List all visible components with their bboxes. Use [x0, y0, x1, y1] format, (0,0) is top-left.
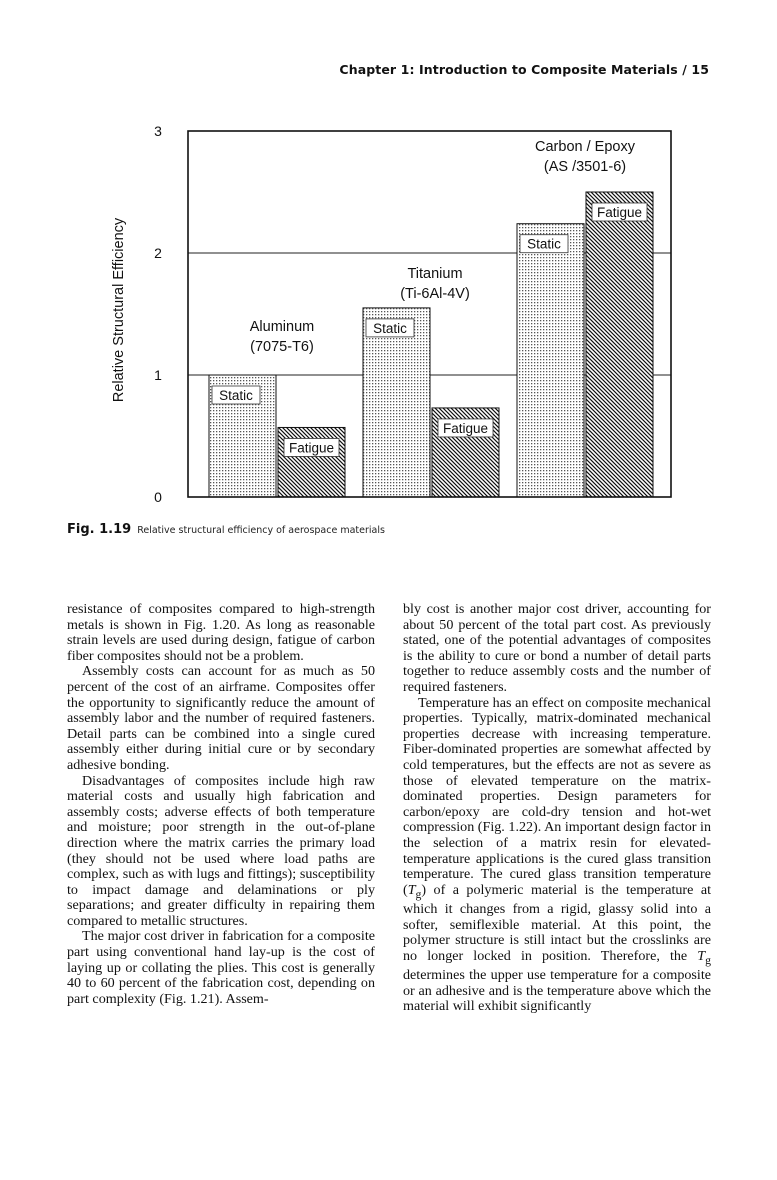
- y-tick-label: 1: [154, 367, 162, 383]
- bar-fatigue: [586, 192, 653, 497]
- y-tick-label: 0: [154, 489, 162, 505]
- efficiency-bar-chart-svg: [96, 125, 676, 515]
- body-paragraph: The major cost driver in fabrication for a composite part using conventional hand lay-up is the cost of laying up or collating the plies. This cost is generally 40 to 60 percent of the fabrication cost, depending on part complexity (Fig. 1.21). Assem-: [67, 928, 375, 1007]
- tg-symbol: T: [697, 947, 706, 964]
- bar-label: Fatigue: [288, 440, 335, 456]
- body-paragraph: resistance of composites compared to high-strength metals is shown in Fig. 1.20. As long as reasonable strain levels are used during design, fatigue of carbon fiber composites should not be a problem.: [67, 601, 375, 664]
- bar-label: Fatigue: [596, 205, 643, 220]
- bar-label: Static: [219, 388, 253, 403]
- y-tick-label: 3: [154, 125, 162, 139]
- body-paragraph: Assembly costs can account for as much as 50 percent of the cost of an airframe. Composites offer the opportunity to significantly reduce the amount of assembly labor and the number of required fasteners. Detail parts can be combined into a single cured assembly either during initial cure or by secondary adhesive bonding.: [67, 663, 375, 773]
- running-header: Chapter 1: Introduction to Composite Materials / 15: [339, 62, 709, 77]
- bar-static: [517, 224, 584, 497]
- material-name: Carbon / Epoxy: [535, 139, 635, 155]
- body-paragraph: [403, 696, 711, 1016]
- text-run: ) of a polymeric material is the temperature at which it changes from a rigid, glassy solid into a softer, semiflexible material. At this point, the polymer structure is still intact but the crosslinks are no longer locked in position. Therefore, the: [403, 881, 711, 964]
- material-spec: (AS /3501-6): [543, 159, 627, 175]
- tg-subscript: g: [705, 953, 711, 967]
- tg-subscript: g: [415, 887, 422, 901]
- body-paragraph: Disadvantages of composites include high raw material costs and usually high fabrication and assembly costs; adverse effects of both temperature and moisture; poor strength in the out-of-plane direction where the matrix carries the primary load (they should not be used where load paths are complex, such as with lugs and fittings); susceptibility to impact damage and delaminations or ply separations; and greater difficulty in repairing them compared to metallic structures.: [67, 772, 375, 929]
- bar-fatigue: [278, 427, 345, 497]
- figure-label: Fig. 1.19: [67, 522, 132, 537]
- body-paragraph: bly cost is another major cost driver, accounting for about 50 percent of the total part cost. As previously stated, one of the potential advantages of composites is the ability to cure or bond a number of detail parts together to reduce assembly costs and the number of required fasteners.: [403, 601, 711, 695]
- text-run: Temperature has an effect on composite mechanical properties. Typically, matrix-dominated mechanical properties decrease with increasing temperature. Fiber-dominated properties are somewhat affected by cold temperatures, but the effects are not as severe as those of elevated temperature on the matrix-dominated properties. Design parameters for carbon/epoxy are cold-dry tension and hot-wet compression (Fig. 1.22). An important design factor in the selection of a matrix resin for elevated-temperature applications is the cured glass transition temperature. The cured glass transition temperature (: [403, 694, 711, 898]
- text-run: determines the upper use temperature for a composite or an adhesive and is the temperature above which the material will exhibit significantly: [403, 967, 711, 1015]
- y-tick-label: 2: [154, 245, 162, 261]
- bar-label: Static: [373, 320, 407, 336]
- body-column-left: [67, 602, 375, 1007]
- figure-caption: [67, 522, 385, 537]
- material-spec: (Ti-6Al-4V): [400, 285, 470, 302]
- material-name: Titanium: [407, 265, 463, 282]
- material-name: Aluminum: [249, 319, 315, 335]
- body-column-right: [403, 602, 711, 1015]
- figure-caption-text: Relative structural efficiency of aerospace materials: [137, 525, 385, 536]
- material-spec: (7075-T6): [250, 339, 314, 355]
- y-axis-label: Relative Structural Efficiency: [111, 217, 127, 403]
- bar-label: Fatigue: [442, 420, 489, 436]
- bar-label: Static: [527, 236, 561, 252]
- tg-symbol: T: [407, 881, 416, 898]
- efficiency-chart: [96, 125, 676, 520]
